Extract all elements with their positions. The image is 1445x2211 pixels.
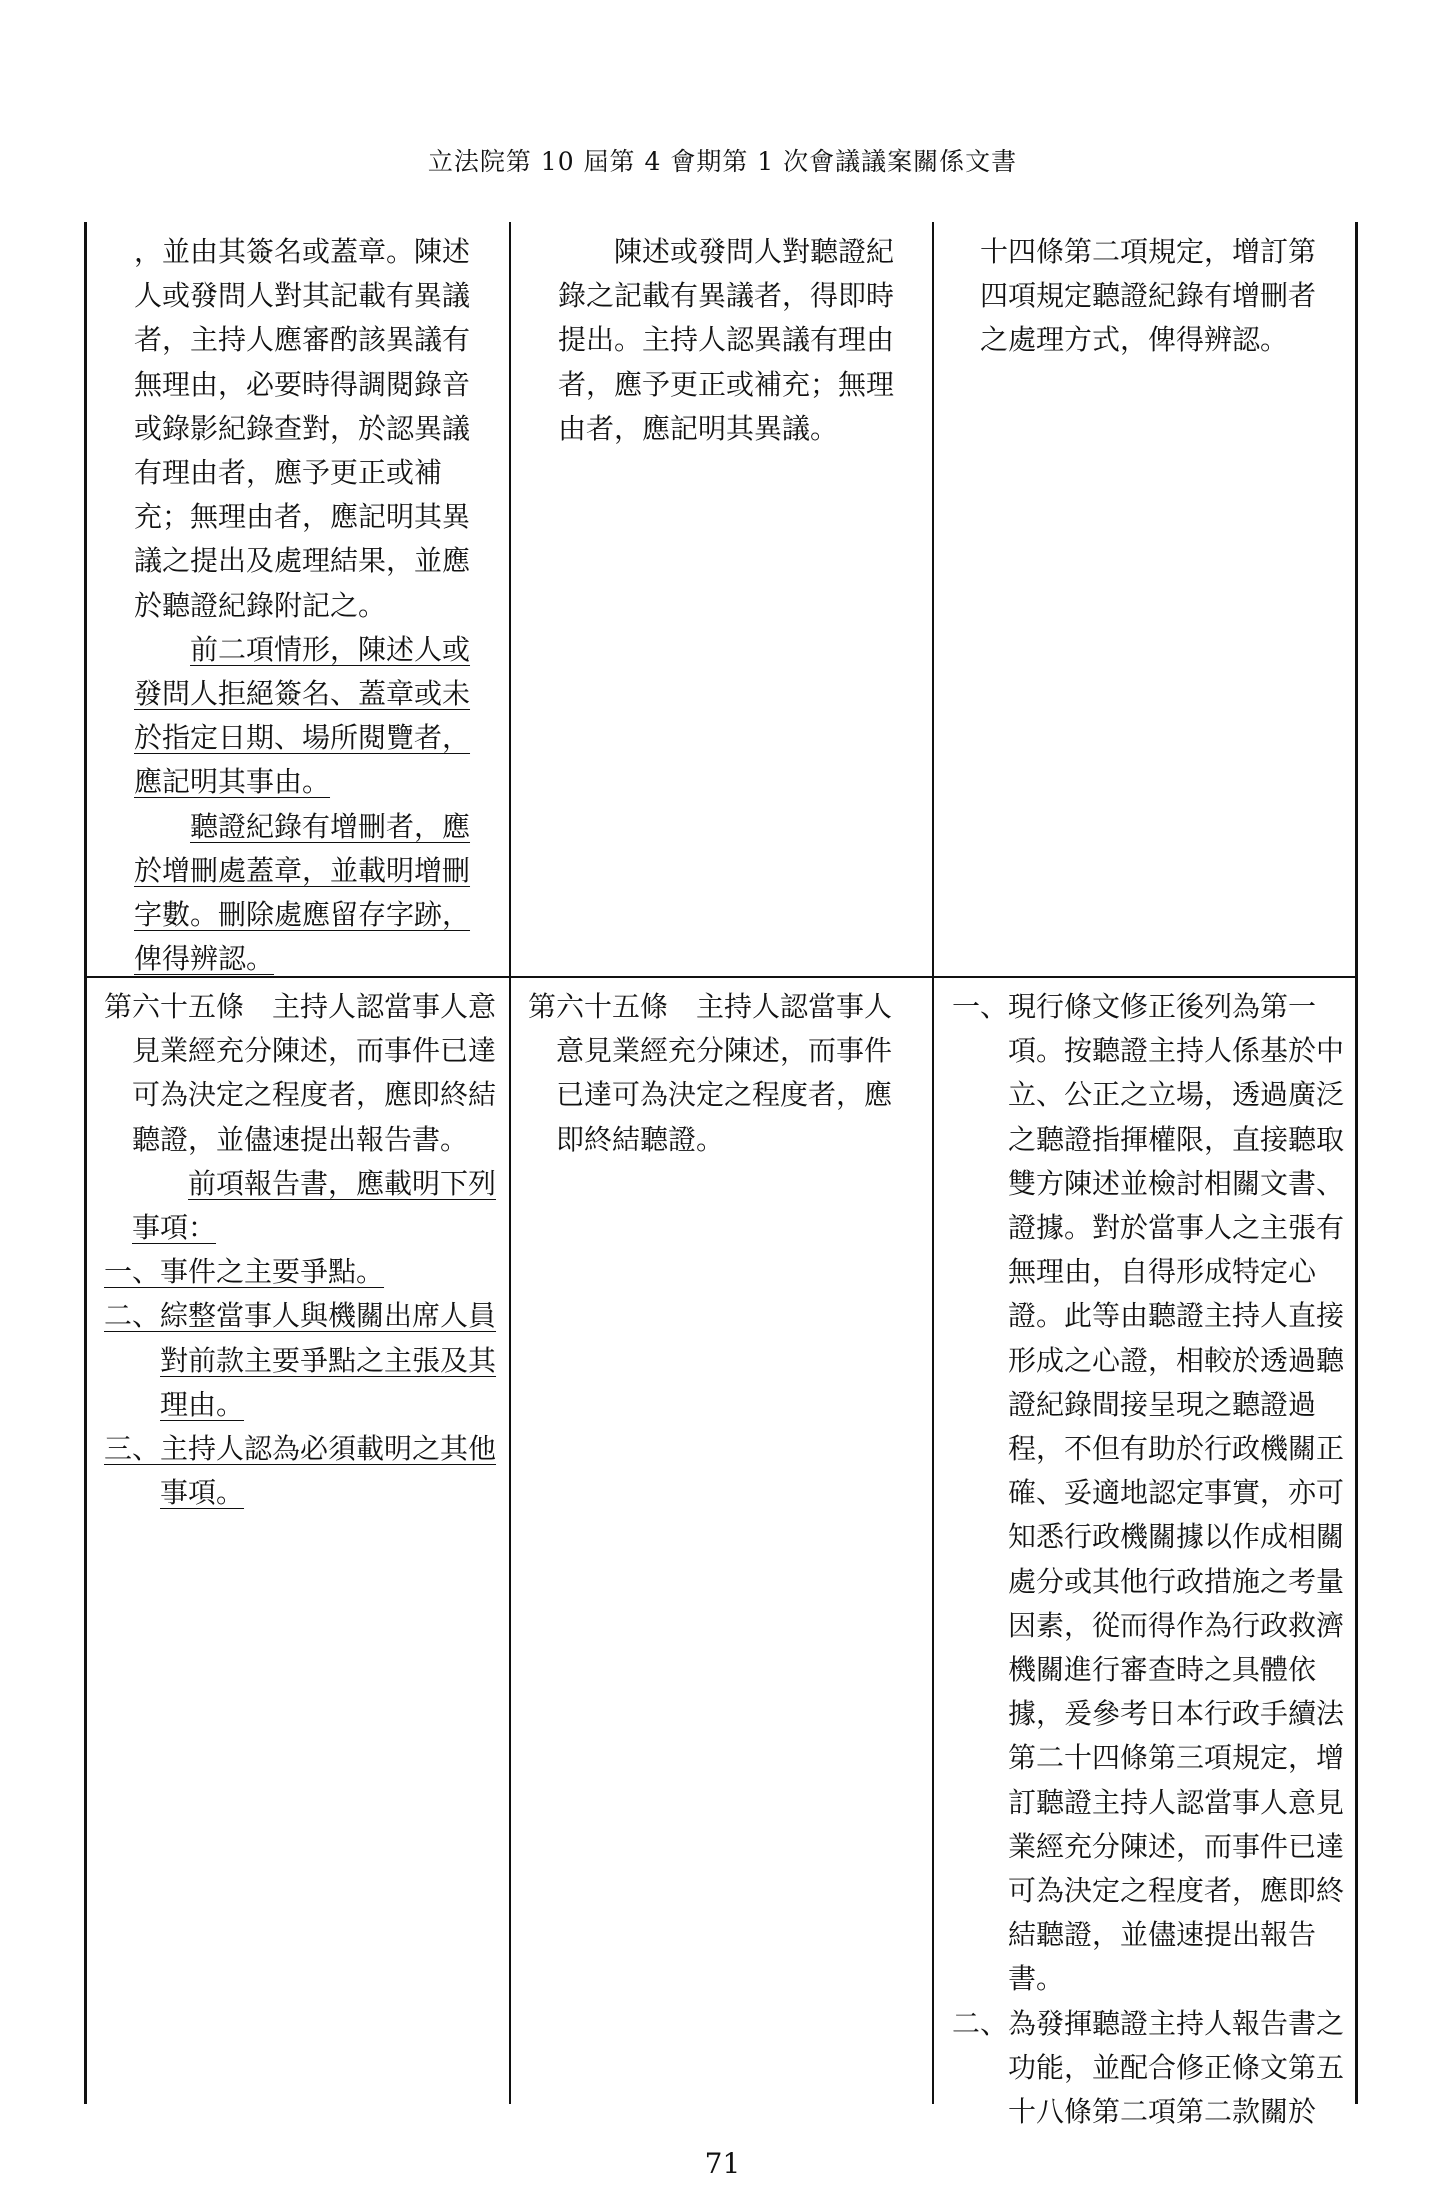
- row1-current-text: [558, 230, 918, 451]
- article-65-amended: 第六十五條 主持人認當事人意見業經充分陳述，而事件已達可為決定之程度者，應即終結聽證，並儘速提出報告書。: [104, 990, 497, 1156]
- underlined-text: 前二項情形，陳述人或發問人拒絕簽名、蓋章或未於指定日期、場所閱覽者，應記明其事由。: [134, 632, 471, 799]
- row1-current-paragraph: 陳述或發問人對聽證紀錄之記載有異議者，得即時提出。主持人認異議有理由者，應予更正或補充；無理由者，應記明其異議。: [558, 235, 895, 445]
- underlined-text: 前項報告書，應載明下列事項：: [132, 1166, 497, 1245]
- page-header: 立法院第 10 屆第 4 會期第 1 次會議議案關係文書: [427, 147, 1018, 176]
- row1-amended-paragraph: ，並由其簽名或蓋章。陳述人或發問人對其記載有異議者，主持人應審酌該異議有無理由，必要時得調閱錄音或錄影紀錄查對，於認異議有理由者，應予更正或補充；無理由者，應記明其異議之提出及處理結果，並應於聽證紀錄附記之。: [134, 235, 471, 622]
- row2-amended-paragraph: [104, 1162, 496, 1250]
- row2-explanation: [952, 985, 1344, 2134]
- underlined-text: 聽證紀錄有增刪者，應於增刪處蓋章，並載明增刪字數。刪除處應留存字跡，俾得辨認。: [134, 809, 471, 976]
- underlined-text: 三、主持人認為必須載明之其他事項。: [104, 1432, 497, 1510]
- table-divider-2: [932, 222, 934, 2104]
- list-item: [104, 1427, 496, 1515]
- underlined-text: 一、事件之主要爭點。: [104, 1255, 385, 1289]
- row2-current-text: [528, 985, 918, 1162]
- table-border-right: [1355, 222, 1358, 2104]
- row1-explanation-paragraph: 十四條第二項規定，增訂第四項規定聽證紀錄有增刪者之處理方式，俾得辨認。: [980, 235, 1317, 357]
- explanation-item: 一、現行條文修正後列為第一項。按聽證主持人係基於中立、公正之立場，透過廣泛之聽證指揮權限，直接聽取雙方陳述並檢討相關文書、證據。對於當事人之主張有無理由，自得形成特定心證。此等由聽證主持人直接形成之心證，相較於透過聽證紀錄間接呈現之聽證過程，不但有助於行政機關正確、妥適地認定事實，亦可知悉行政機關據以作成相關處分或其他行政措施之考量因素，從而得作為行政救濟機關進行審查時之具體依據，爰參考日本行政手續法第二十四條第三項規定，增訂聽證主持人認當事人意見業經充分陳述，而事件已達可為決定之程度者，應即終結聽證，並儘速提出報告書。: [952, 990, 1345, 1996]
- page-number: 71: [704, 2147, 741, 2180]
- row1-amended-text: [134, 230, 494, 981]
- explanation-item: 二、為發揮聽證主持人報告書之功能，並配合修正條文第五十八條第二項第二款關於: [952, 2006, 1345, 2129]
- row1-amended-paragraph: [134, 805, 494, 982]
- row1-explanation: [980, 230, 1342, 363]
- table-divider-1: [509, 222, 511, 2104]
- list-item: [104, 1250, 496, 1294]
- table-border-left: [84, 222, 87, 2104]
- underlined-text: 二、綜整當事人與機關出席人員對前款主要爭點之主張及其理由。: [104, 1299, 497, 1421]
- article-65-current: 第六十五條 主持人認當事人意見業經充分陳述，而事件已達可為決定之程度者，應即終結聽證。: [528, 990, 893, 1156]
- row2-amended-text: [104, 985, 496, 1515]
- list-item: [104, 1294, 496, 1427]
- row1-amended-paragraph: [134, 628, 494, 805]
